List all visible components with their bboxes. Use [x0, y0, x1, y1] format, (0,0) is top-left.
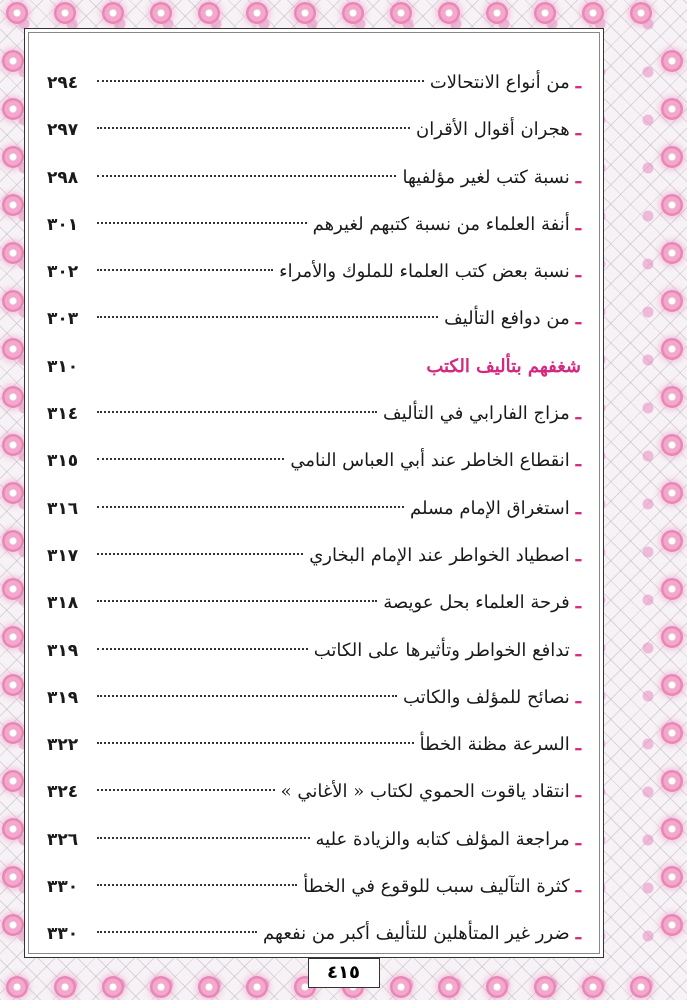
rosette-ornament	[2, 626, 24, 648]
bullet-dash: ـ	[575, 876, 581, 898]
toc-title: هجران أقوال الأقران	[416, 119, 570, 141]
toc-entry[interactable]	[47, 201, 581, 248]
rosette-ornament	[246, 2, 268, 24]
dot-leader	[97, 884, 297, 886]
rosette-ornament	[2, 50, 24, 72]
dot-leader	[97, 506, 404, 508]
toc-title: أنفة العلماء من نسبة كتبهم لغيرهم	[312, 213, 570, 235]
toc-title: انقطاع الخاطر عند أبي العباس النامي	[290, 450, 570, 472]
rosette-ornament	[630, 2, 652, 24]
rosette-ornament	[2, 530, 24, 552]
dot-leader	[97, 316, 438, 318]
rosette-ornament	[102, 2, 124, 24]
rosette-ornament	[390, 976, 412, 998]
rosette-ornament	[661, 530, 683, 552]
dot-leader	[97, 600, 377, 602]
rosette-ornament	[582, 976, 604, 998]
toc-title: شغفهم بتأليف الكتب	[426, 355, 581, 377]
bullet-dash: ـ	[575, 639, 581, 661]
rosette-ornament	[661, 674, 683, 696]
rosette-ornament	[661, 482, 683, 504]
toc-entry[interactable]	[47, 627, 581, 674]
toc-page-number: ٣٠٢	[47, 262, 79, 283]
toc-page-number: ٢٩٨	[47, 167, 79, 188]
toc-page-number: ٣٣٠	[47, 877, 79, 898]
rosette-ornament	[661, 146, 683, 168]
rosette-ornament	[661, 290, 683, 312]
toc-entry[interactable]	[47, 721, 581, 768]
rosette-ornament	[661, 98, 683, 120]
toc-title: انتقاد ياقوت الحموي لكتاب « الأغاني »	[280, 781, 570, 803]
toc-page-number: ٣١٥	[47, 451, 79, 472]
bullet-dash: ـ	[575, 403, 581, 425]
toc-title: مزاج الفارابي في التأليف	[383, 403, 570, 425]
toc-title: ضرر غير المتأهلين للتأليف أكبر من نفعهم	[263, 923, 570, 945]
toc-page-number: ٢٩٧	[47, 120, 79, 141]
bullet-dash: ـ	[575, 213, 581, 235]
rosette-ornament	[2, 98, 24, 120]
toc-entry[interactable]	[47, 390, 581, 437]
rosette-ornament	[661, 338, 683, 360]
rosette-ornament	[486, 2, 508, 24]
toc-entry[interactable]	[47, 674, 581, 721]
toc-entry[interactable]	[47, 579, 581, 626]
toc-entry[interactable]	[47, 910, 581, 957]
rosette-ornament	[661, 386, 683, 408]
rosette-ornament	[661, 722, 683, 744]
rosette-ornament	[2, 194, 24, 216]
rosette-ornament	[150, 2, 172, 24]
toc-entry[interactable]	[47, 154, 581, 201]
rosette-ornament	[198, 2, 220, 24]
rosette-ornament	[661, 914, 683, 936]
page-number: ٤١٥	[308, 958, 380, 988]
rosette-ornament	[661, 194, 683, 216]
rosette-ornament	[2, 386, 24, 408]
bullet-dash: ـ	[575, 686, 581, 708]
toc-title: السرعة مظنة الخطأ	[419, 734, 570, 756]
bullet-dash: ـ	[575, 923, 581, 945]
rosette-ornament	[661, 578, 683, 600]
toc-page-number: ٣١٠	[47, 356, 79, 377]
table-of-contents	[47, 59, 581, 958]
bullet-dash: ـ	[575, 592, 581, 614]
toc-page-number: ٣١٩	[47, 687, 79, 708]
rosette-ornament	[630, 976, 652, 998]
toc-entry[interactable]	[47, 532, 581, 579]
rosette-ornament	[438, 976, 460, 998]
toc-title: نصائح للمؤلف والكاتب	[402, 686, 570, 708]
rosette-ornament	[661, 818, 683, 840]
toc-entry[interactable]	[47, 485, 581, 532]
toc-entry[interactable]	[47, 295, 581, 342]
bullet-dash: ـ	[575, 781, 581, 803]
rosette-ornament	[342, 2, 364, 24]
rosette-ornament	[661, 50, 683, 72]
rosette-ornament	[102, 976, 124, 998]
rosette-ornament	[661, 242, 683, 264]
rosette-ornament	[534, 976, 556, 998]
toc-entry[interactable]	[47, 768, 581, 815]
rosette-ornament	[486, 976, 508, 998]
rosette-ornament	[582, 2, 604, 24]
rosette-ornament	[2, 674, 24, 696]
rosette-ornament	[2, 338, 24, 360]
toc-entry[interactable]	[47, 248, 581, 295]
dot-leader	[97, 222, 307, 224]
bullet-dash: ـ	[575, 166, 581, 188]
bullet-dash: ـ	[575, 261, 581, 283]
toc-page-number: ٣١٤	[47, 404, 79, 425]
toc-page-number: ٣٢٢	[47, 735, 79, 756]
dot-leader	[97, 411, 377, 413]
rosette-ornament	[2, 770, 24, 792]
dot-leader	[97, 553, 303, 555]
rosette-ornament	[2, 146, 24, 168]
bullet-dash: ـ	[575, 72, 581, 93]
rosette-ornament	[6, 976, 28, 998]
toc-title: من أنواع الانتحالات	[429, 72, 570, 93]
toc-page-number: ٣٠٣	[47, 309, 79, 330]
toc-page-number: ٣٣٠	[47, 924, 79, 945]
dot-leader	[97, 80, 424, 82]
toc-page-number: ٣١٦	[47, 498, 79, 519]
dot-leader	[97, 695, 397, 697]
rosette-ornament	[2, 434, 24, 456]
rosette-ornament	[390, 2, 412, 24]
toc-page-number: ٣٠١	[47, 214, 79, 235]
bullet-dash: ـ	[575, 828, 581, 850]
toc-page-number: ٣١٨	[47, 593, 79, 614]
rosette-ornament	[661, 866, 683, 888]
toc-page-number: ٣١٩	[47, 640, 79, 661]
rosette-ornament	[2, 866, 24, 888]
rosette-ornament	[2, 818, 24, 840]
page-content	[24, 28, 604, 958]
rosette-ornament	[198, 976, 220, 998]
toc-title: فرحة العلماء بحل عويصة	[383, 592, 570, 614]
rosette-ornament	[246, 976, 268, 998]
rosette-ornament	[54, 2, 76, 24]
toc-title: نسبة كتب لغير مؤلفيها	[402, 166, 570, 188]
toc-title: تدافع الخواطر وتأثيرها على الكاتب	[313, 639, 570, 661]
toc-page-number: ٣١٧	[47, 545, 79, 566]
bullet-dash: ـ	[575, 119, 581, 141]
dot-leader	[97, 789, 275, 791]
bullet-dash: ـ	[575, 308, 581, 330]
toc-entry[interactable]	[47, 106, 581, 153]
rosette-ornament	[2, 290, 24, 312]
rosette-ornament	[2, 242, 24, 264]
bullet-dash: ـ	[575, 544, 581, 566]
rosette-ornament	[294, 2, 316, 24]
rosette-ornament	[6, 2, 28, 24]
toc-entry[interactable]	[47, 437, 581, 484]
dot-leader	[97, 269, 273, 271]
dot-leader	[97, 175, 396, 177]
rosette-ornament	[534, 2, 556, 24]
bullet-dash: ـ	[575, 450, 581, 472]
dot-leader	[97, 127, 410, 129]
toc-entry[interactable]	[47, 863, 581, 910]
toc-title: مراجعة المؤلف كتابه والزيادة عليه	[315, 828, 570, 850]
rosette-ornament	[438, 2, 460, 24]
toc-title: اصطياد الخواطر عند الإمام البخاري	[309, 544, 570, 566]
toc-entry[interactable]	[47, 59, 581, 106]
rosette-ornament	[2, 722, 24, 744]
bullet-dash: ـ	[575, 497, 581, 519]
toc-heading[interactable]	[47, 343, 581, 390]
rosette-ornament	[2, 578, 24, 600]
toc-page-number: ٣٢٦	[47, 829, 79, 850]
rosette-ornament	[661, 770, 683, 792]
rosette-ornament	[150, 976, 172, 998]
rosette-ornament	[661, 626, 683, 648]
toc-title: كثرة التآليف سبب للوقوع في الخطأ	[303, 876, 570, 898]
toc-title: من دوافع التأليف	[444, 308, 570, 330]
toc-page-number: ٣٢٤	[47, 782, 79, 803]
toc-entry[interactable]	[47, 816, 581, 863]
dot-leader	[97, 742, 414, 744]
dot-leader	[97, 931, 257, 933]
toc-title: استغراق الإمام مسلم	[410, 497, 570, 519]
dot-leader	[97, 648, 308, 650]
bullet-dash: ـ	[575, 734, 581, 756]
rosette-ornament	[2, 914, 24, 936]
rosette-ornament	[2, 482, 24, 504]
rosette-ornament	[54, 976, 76, 998]
rosette-ornament	[661, 434, 683, 456]
dot-leader	[97, 458, 284, 460]
toc-page-number: ٢٩٤	[47, 73, 79, 93]
dot-leader	[97, 837, 310, 839]
toc-title: نسبة بعض كتب العلماء للملوك والأمراء	[279, 261, 570, 283]
